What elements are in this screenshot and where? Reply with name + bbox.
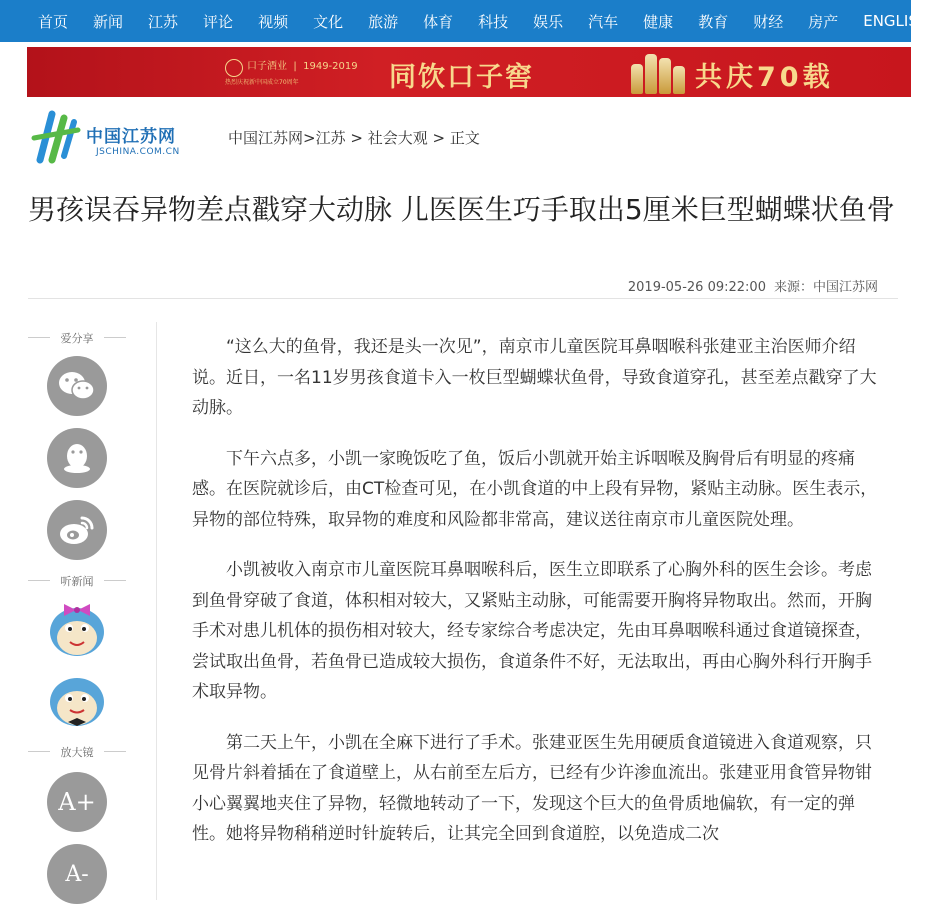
share-label: 爱分享 — [26, 330, 128, 346]
nav-item-english[interactable]: ENGLISH — [863, 12, 929, 30]
female-voice-avatar-icon — [46, 598, 108, 660]
ad-brand-logo: 口子酒业 | 1949-2019 热烈庆祝新中国成立70周年 — [225, 61, 358, 86]
weibo-share-button[interactable] — [47, 500, 107, 560]
sidebar-divider — [156, 322, 157, 900]
brand-seal-icon — [225, 59, 243, 77]
breadcrumb-section[interactable]: 江苏 — [315, 129, 346, 147]
nav-item-education[interactable]: 教育 — [698, 12, 729, 31]
font-increase-icon: A+ — [58, 788, 96, 816]
title-divider — [28, 298, 898, 299]
site-logo-domain: JSCHINA.COM.CN — [96, 147, 180, 157]
ad-slogan-right: 共庆70载 — [695, 62, 834, 93]
breadcrumb-current: 正文 — [449, 129, 480, 147]
nav-item-finance[interactable]: 财经 — [753, 12, 784, 31]
article-datetime: 2019-05-26 09:22:00 — [627, 280, 766, 295]
nav-item-comment[interactable]: 评论 — [203, 12, 234, 31]
font-decrease-button[interactable] — [47, 844, 107, 904]
ad-brand-tagline: 热烈庆祝新中国成立70周年 — [225, 79, 299, 86]
breadcrumb-site[interactable]: 中国江苏网 — [228, 129, 304, 147]
font-increase-button[interactable] — [47, 772, 107, 832]
article-title: 男孩误吞异物差点戳穿大动脉 儿医医生巧手取出5厘米巨型蝴蝶状鱼骨 — [28, 193, 895, 226]
weibo-icon — [58, 514, 96, 546]
breadcrumb — [228, 127, 480, 148]
site-logo-icon — [30, 108, 82, 166]
qq-share-button[interactable] — [47, 428, 107, 488]
nav-item-travel[interactable]: 旅游 — [368, 12, 399, 31]
nav-item-video[interactable]: 视频 — [258, 12, 289, 31]
wechat-share-button[interactable] — [47, 356, 107, 416]
ad-banner[interactable] — [27, 47, 911, 97]
article-paragraph: 第二天上午，小凯在全麻下进行了手术。张建亚医生先用硬质食道镜进入食道观察，只见骨片斜着插在了食道壁上，从右前至左后方，已经有少许渗血流出。张建亚用食管异物钳小心翼翼地夹住了异物，轻微地转动了一下，发现这个巨大的鱼骨质地偏软，有一定的弹性。她将异物稍稍逆时针旋转后，让其完全回到食道腔，以免造成二次 — [192, 732, 872, 844]
breadcrumb-separator: > — [303, 129, 316, 147]
article-meta — [628, 276, 878, 295]
article-paragraph: 小凯被收入南京市儿童医院耳鼻咽喉科后，医生立即联系了心胸外科的医生会诊。考虑到鱼骨穿破了食道，体积相对较大，又紧贴主动脉，可能需要开胸将异物取出。然而，开胸手术对患儿机体的损伤相对较大，经专家综合考虑决定，先由耳鼻咽喉科通过食道镜探查，尝试取出鱼骨，若鱼骨已造成较大损伤，食道条件不好，无法取出，再由心胸外科行开胸手术取异物。 — [192, 560, 872, 702]
zoom-label: 放大镜 — [26, 744, 128, 760]
nav-item-jiangsu[interactable]: 江苏 — [148, 12, 179, 31]
ad-brand-year: 1949-2019 — [303, 61, 358, 72]
site-logo-name: 中国江苏网 — [86, 127, 176, 147]
listen-label: 听新闻 — [26, 573, 128, 589]
nav-item-auto[interactable]: 汽车 — [588, 12, 619, 31]
female-voice-avatar-button[interactable] — [46, 598, 108, 660]
share-sidebar — [26, 320, 146, 900]
article-source[interactable]: 中国江苏网 — [812, 280, 878, 295]
qq-penguin-icon — [62, 441, 92, 475]
nav-item-sports[interactable]: 体育 — [423, 12, 454, 31]
nav-item-health[interactable]: 健康 — [643, 12, 674, 31]
nav-item-news[interactable]: 新闻 — [93, 12, 124, 31]
article-paragraph: “这么大的鱼骨，我还是头一次见”，南京市儿童医院耳鼻咽喉科张建亚主治医师介绍说。近日，一名11岁男孩食道卡入一枚巨型蝴蝶状鱼骨，导致食道穿孔，甚至差点戳穿了大动脉。 — [192, 337, 877, 418]
male-voice-avatar-icon — [46, 670, 108, 732]
breadcrumb-category[interactable]: 社会大观 — [367, 129, 428, 147]
nav-list — [0, 0, 929, 42]
nav-item-culture[interactable]: 文化 — [313, 12, 344, 31]
breadcrumb-separator: > — [427, 129, 450, 147]
nav-item-realestate[interactable]: 房产 — [808, 12, 839, 31]
wechat-icon — [57, 369, 97, 403]
top-nav — [0, 0, 929, 42]
font-decrease-icon: A- — [65, 861, 89, 887]
article-source-label: 来源： — [773, 280, 813, 295]
ad-brand-name: 口子酒业 — [247, 61, 287, 72]
article-body — [192, 332, 884, 870]
nav-item-tech[interactable]: 科技 — [478, 12, 509, 31]
site-logo[interactable] — [30, 108, 200, 166]
nav-item-entertainment[interactable]: 娱乐 — [533, 12, 564, 31]
breadcrumb-separator: > — [345, 129, 368, 147]
ad-slogan-left: 同饮口子窖 — [389, 62, 534, 93]
article-paragraph: 下午六点多，小凯一家晚饭吃了鱼，饭后小凯就开始主诉咽喉及胸骨后有明显的疼痛感。在医院就诊后，由CT检查可见，在小凯食道的中上段有异物，紧贴主动脉。医生表示，异物的部位特殊，取异物的难度和风险都非常高，建议送往南京市儿童医院处理。 — [192, 448, 878, 530]
male-voice-avatar-button[interactable] — [46, 670, 108, 732]
nav-item-home[interactable]: 首页 — [38, 12, 69, 31]
wine-bottles-icon — [627, 50, 687, 94]
